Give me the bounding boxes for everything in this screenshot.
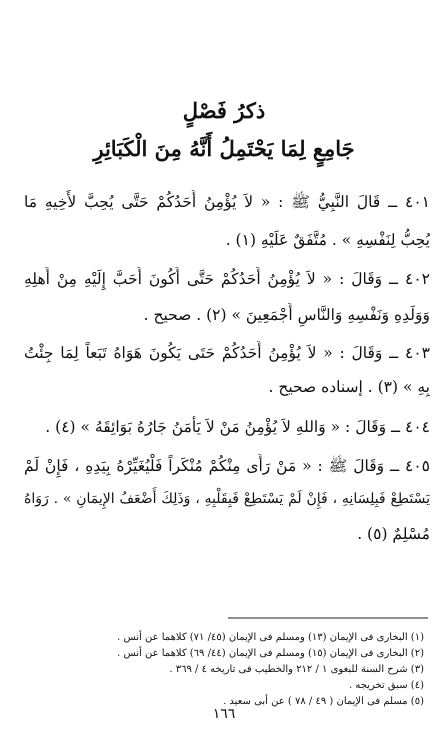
footnote-3: (٣) شرح السنة للبغوى ١ / ٢١٢ والخطيب فى تاريخه ٤ / ٣٦٩ . [169,664,424,675]
hadith-405-line-3: مُسْلِمٌ (٥) . [357,525,430,543]
section-heading: ذكرُ فَصْلٍ [182,98,266,123]
footnote-4: (٤) سبق تخريجه . [349,680,424,691]
footnote-2: (٢) البخارى فى الإيمان (١٥) ومسلم فى الإيمان (٤٤/ ٦٩) كلاهما عن أنس . [117,648,424,659]
footnote-1: (١) البخارى فى الإيمان (١٣) ومسلم فى الإيمان (٤٥/ ٧١) كلاهما عن أنس . [117,632,424,643]
hadith-405-line-1: ٤٠٥ ــ وَقَالَ ﷺ : « مَنْ رَأَى مِنْكُمْ مُنْكَراً فَلْيُغَيِّرْهُ بِيَدِهِ ، فَإِنْ لَمْ [24,457,430,475]
hadith-402-line-2: وَوَلَدِهِ وَنَفْسِهِ وَالنَّاسِ أَجْمَعِينَ » (٢) . صحيح . [143,306,430,324]
hadith-404-line-1: ٤٠٤ ــ وَقَالَ : « وَاللهِ لاَ يُؤْمِنُ مَنْ لاَ يَأْمَنُ جَارُهُ بَوَائِقَهُ » (٤) . [45,418,430,436]
hadith-401-line-2: يُحِبُّ لِنَفْسِهِ » . مُتَّفَقٌ عَلَيْهِ (١) . [225,231,430,249]
hadith-403-line-2: بِهِ » (٣) . إسناده صحيح . [268,378,430,396]
hadith-403-line-1: ٤٠٣ ــ وَقَالَ : « لاَ يُؤْمِنُ أَحَدُكُمْ حَتَى يَكُونَ هَوَاهُ تَبَعاً لِمَا جِئْتُ [24,344,430,362]
section-subheading: جَامِعٍ لِمَا يَحْتَمِلُ أَنَّهُ مِنَ الْكَبَائِرِ [93,136,355,161]
hadith-405-line-2: يَسْتَطِعْ فَبِلِسَانِهِ ، فَإِنْ لَمْ يَسْتَطِعْ فَبِقَلْبِهِ ، وَذَلِكَ أَضْعَفُ الإِيمَانِ » . رَوَاهُ [24,491,430,507]
footnotes [24,630,424,710]
footnote-5: (٥) مسلم فى الإيمان ( ٤٩ / ٧٨ ) عن أبى سعيد . [223,696,424,707]
footnote-divider [228,617,428,619]
page-number: ١٦٦ [212,706,236,722]
hadith-401-line-1: ٤٠١ ــ قَالَ النَّبِيُّ ﷺ : « لاَ يُؤْمِنُ أَحَدُكُمْ حَتَّى يُحِبَّ لأَخِيهِ مَا [24,193,430,211]
hadith-402-line-1: ٤٠٢ ــ وَقَالَ : « لاَ يُؤْمِنُ أَحَدُكُمْ حَتَّى أَكُونَ أَحَبَّ إِلَيْهِ مِنْ أَهلِهِ [24,270,430,288]
